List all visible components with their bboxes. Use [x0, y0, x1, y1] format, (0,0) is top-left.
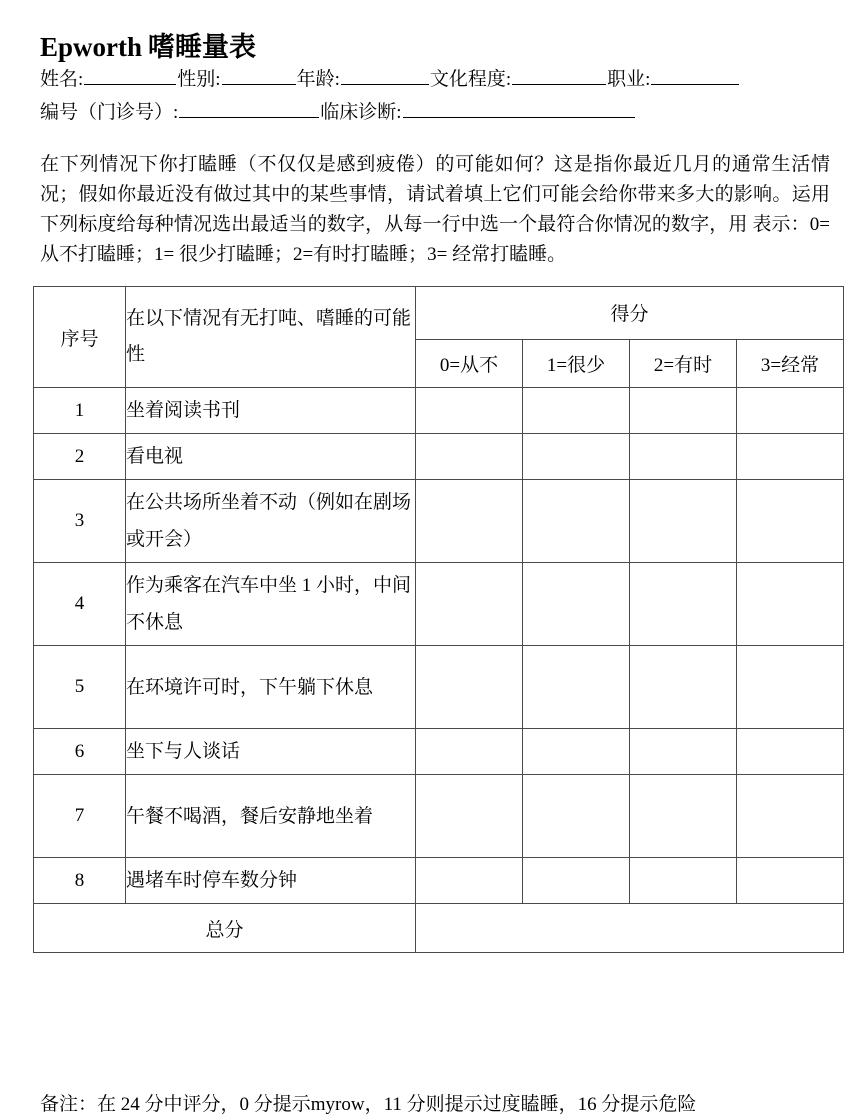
- table-body: [34, 388, 844, 953]
- table-head: [34, 287, 844, 388]
- total-value[interactable]: [416, 904, 844, 953]
- score-cell-0[interactable]: [416, 775, 523, 858]
- age-label: 年龄:: [296, 69, 340, 90]
- score-cell-3[interactable]: [737, 775, 844, 858]
- table-row: [34, 480, 844, 563]
- row-item: 在环境许可时，下午躺下休息: [126, 646, 416, 729]
- gender-label: 性别:: [177, 69, 221, 90]
- table-header-row-1: [34, 287, 844, 340]
- table-row: [34, 729, 844, 775]
- row-item: 作为乘客在汽车中坐 1 小时，中间不休息: [126, 563, 416, 646]
- score-cell-1[interactable]: [523, 646, 630, 729]
- header-score-2: 2=有时: [630, 339, 737, 387]
- header-no: 序号: [34, 287, 126, 388]
- table-row: [34, 858, 844, 904]
- row-number: 3: [34, 480, 126, 563]
- occupation-label: 职业:: [607, 69, 651, 90]
- page-title-han: 嗜睡量表: [148, 32, 257, 62]
- score-cell-0[interactable]: [416, 563, 523, 646]
- score-cell-3[interactable]: [737, 858, 844, 904]
- record-number-label: 编号（门诊号）:: [40, 102, 179, 123]
- clinical-diagnosis-label: 临床诊断:: [320, 102, 402, 123]
- score-cell-0[interactable]: [416, 858, 523, 904]
- row-item: 在公共场所坐着不动（例如在剧场或开会）: [126, 480, 416, 563]
- score-cell-1[interactable]: [523, 434, 630, 480]
- score-cell-3[interactable]: [737, 388, 844, 434]
- score-cell-1[interactable]: [523, 775, 630, 858]
- score-cell-2[interactable]: [630, 858, 737, 904]
- header-item: 在以下情况有无打吨、嗜睡的可能性: [126, 287, 416, 388]
- instructions-paragraph: 在下列情况下你打瞌睡（不仅仅是感到疲倦）的可能如何？这是指你最近几月的通常生活情况；假如你最近没有做过其中的某些事情，请试着填上它们可能会给你带来多大的影响。运用下列标度给每种情况选出最适当的数字，从每一行中选一个最符合你情况的数字，用 表示：0=从不打瞌睡；1= 很少打瞌睡；2=有时打瞌睡；3= 经常打瞌睡。: [40, 154, 830, 265]
- gender-field[interactable]: [222, 65, 296, 85]
- row-number: 1: [34, 388, 126, 434]
- table-row: [34, 434, 844, 480]
- footnote: 备注：在 24 分中评分，0 分提示myrow，11 分则提示过度瞌睡，16 分提示危险: [40, 1094, 697, 1115]
- name-label: 姓名:: [40, 69, 84, 90]
- header-score-0: 0=从不: [416, 339, 523, 387]
- score-cell-3[interactable]: [737, 646, 844, 729]
- education-field[interactable]: [512, 65, 606, 85]
- score-cell-0[interactable]: [416, 434, 523, 480]
- patient-info-line-1: [40, 64, 740, 91]
- total-label: 总分: [34, 904, 416, 953]
- score-cell-3[interactable]: [737, 563, 844, 646]
- row-number: 2: [34, 434, 126, 480]
- patient-info-line-2: [40, 97, 636, 124]
- name-field[interactable]: [84, 65, 176, 85]
- score-cell-1[interactable]: [523, 388, 630, 434]
- score-cell-2[interactable]: [630, 729, 737, 775]
- score-cell-0[interactable]: [416, 480, 523, 563]
- page-title: [40, 25, 256, 64]
- score-cell-1[interactable]: [523, 563, 630, 646]
- education-label: 文化程度:: [429, 69, 512, 90]
- score-cell-2[interactable]: [630, 434, 737, 480]
- table-row: [34, 775, 844, 858]
- score-cell-1[interactable]: [523, 480, 630, 563]
- row-number: 6: [34, 729, 126, 775]
- row-item: 午餐不喝酒，餐后安静地坐着: [126, 775, 416, 858]
- row-item: 遇堵车时停车数分钟: [126, 858, 416, 904]
- header-score-1: 1=很少: [523, 339, 630, 387]
- record-number-field[interactable]: [179, 98, 319, 118]
- score-cell-0[interactable]: [416, 729, 523, 775]
- score-cell-3[interactable]: [737, 434, 844, 480]
- table-row: [34, 388, 844, 434]
- row-number: 7: [34, 775, 126, 858]
- age-field[interactable]: [341, 65, 429, 85]
- score-cell-2[interactable]: [630, 775, 737, 858]
- table-row: [34, 646, 844, 729]
- clinical-diagnosis-field[interactable]: [403, 98, 635, 118]
- row-item: 看电视: [126, 434, 416, 480]
- score-cell-2[interactable]: [630, 646, 737, 729]
- row-item: 坐下与人谈话: [126, 729, 416, 775]
- score-cell-0[interactable]: [416, 388, 523, 434]
- header-score-3: 3=经常: [737, 339, 844, 387]
- row-number: 4: [34, 563, 126, 646]
- sleepiness-scale-table: [33, 286, 844, 953]
- score-cell-3[interactable]: [737, 729, 844, 775]
- score-cell-1[interactable]: [523, 729, 630, 775]
- header-score-group: 得分: [416, 287, 844, 340]
- score-cell-2[interactable]: [630, 480, 737, 563]
- score-cell-2[interactable]: [630, 563, 737, 646]
- score-cell-2[interactable]: [630, 388, 737, 434]
- table-total-row: [34, 904, 844, 953]
- table-row: [34, 563, 844, 646]
- page-title-latin: Epworth: [40, 32, 143, 62]
- score-cell-1[interactable]: [523, 858, 630, 904]
- score-cell-3[interactable]: [737, 480, 844, 563]
- row-number: 5: [34, 646, 126, 729]
- row-number: 8: [34, 858, 126, 904]
- occupation-field[interactable]: [651, 65, 739, 85]
- row-item: 坐着阅读书刊: [126, 388, 416, 434]
- score-cell-0[interactable]: [416, 646, 523, 729]
